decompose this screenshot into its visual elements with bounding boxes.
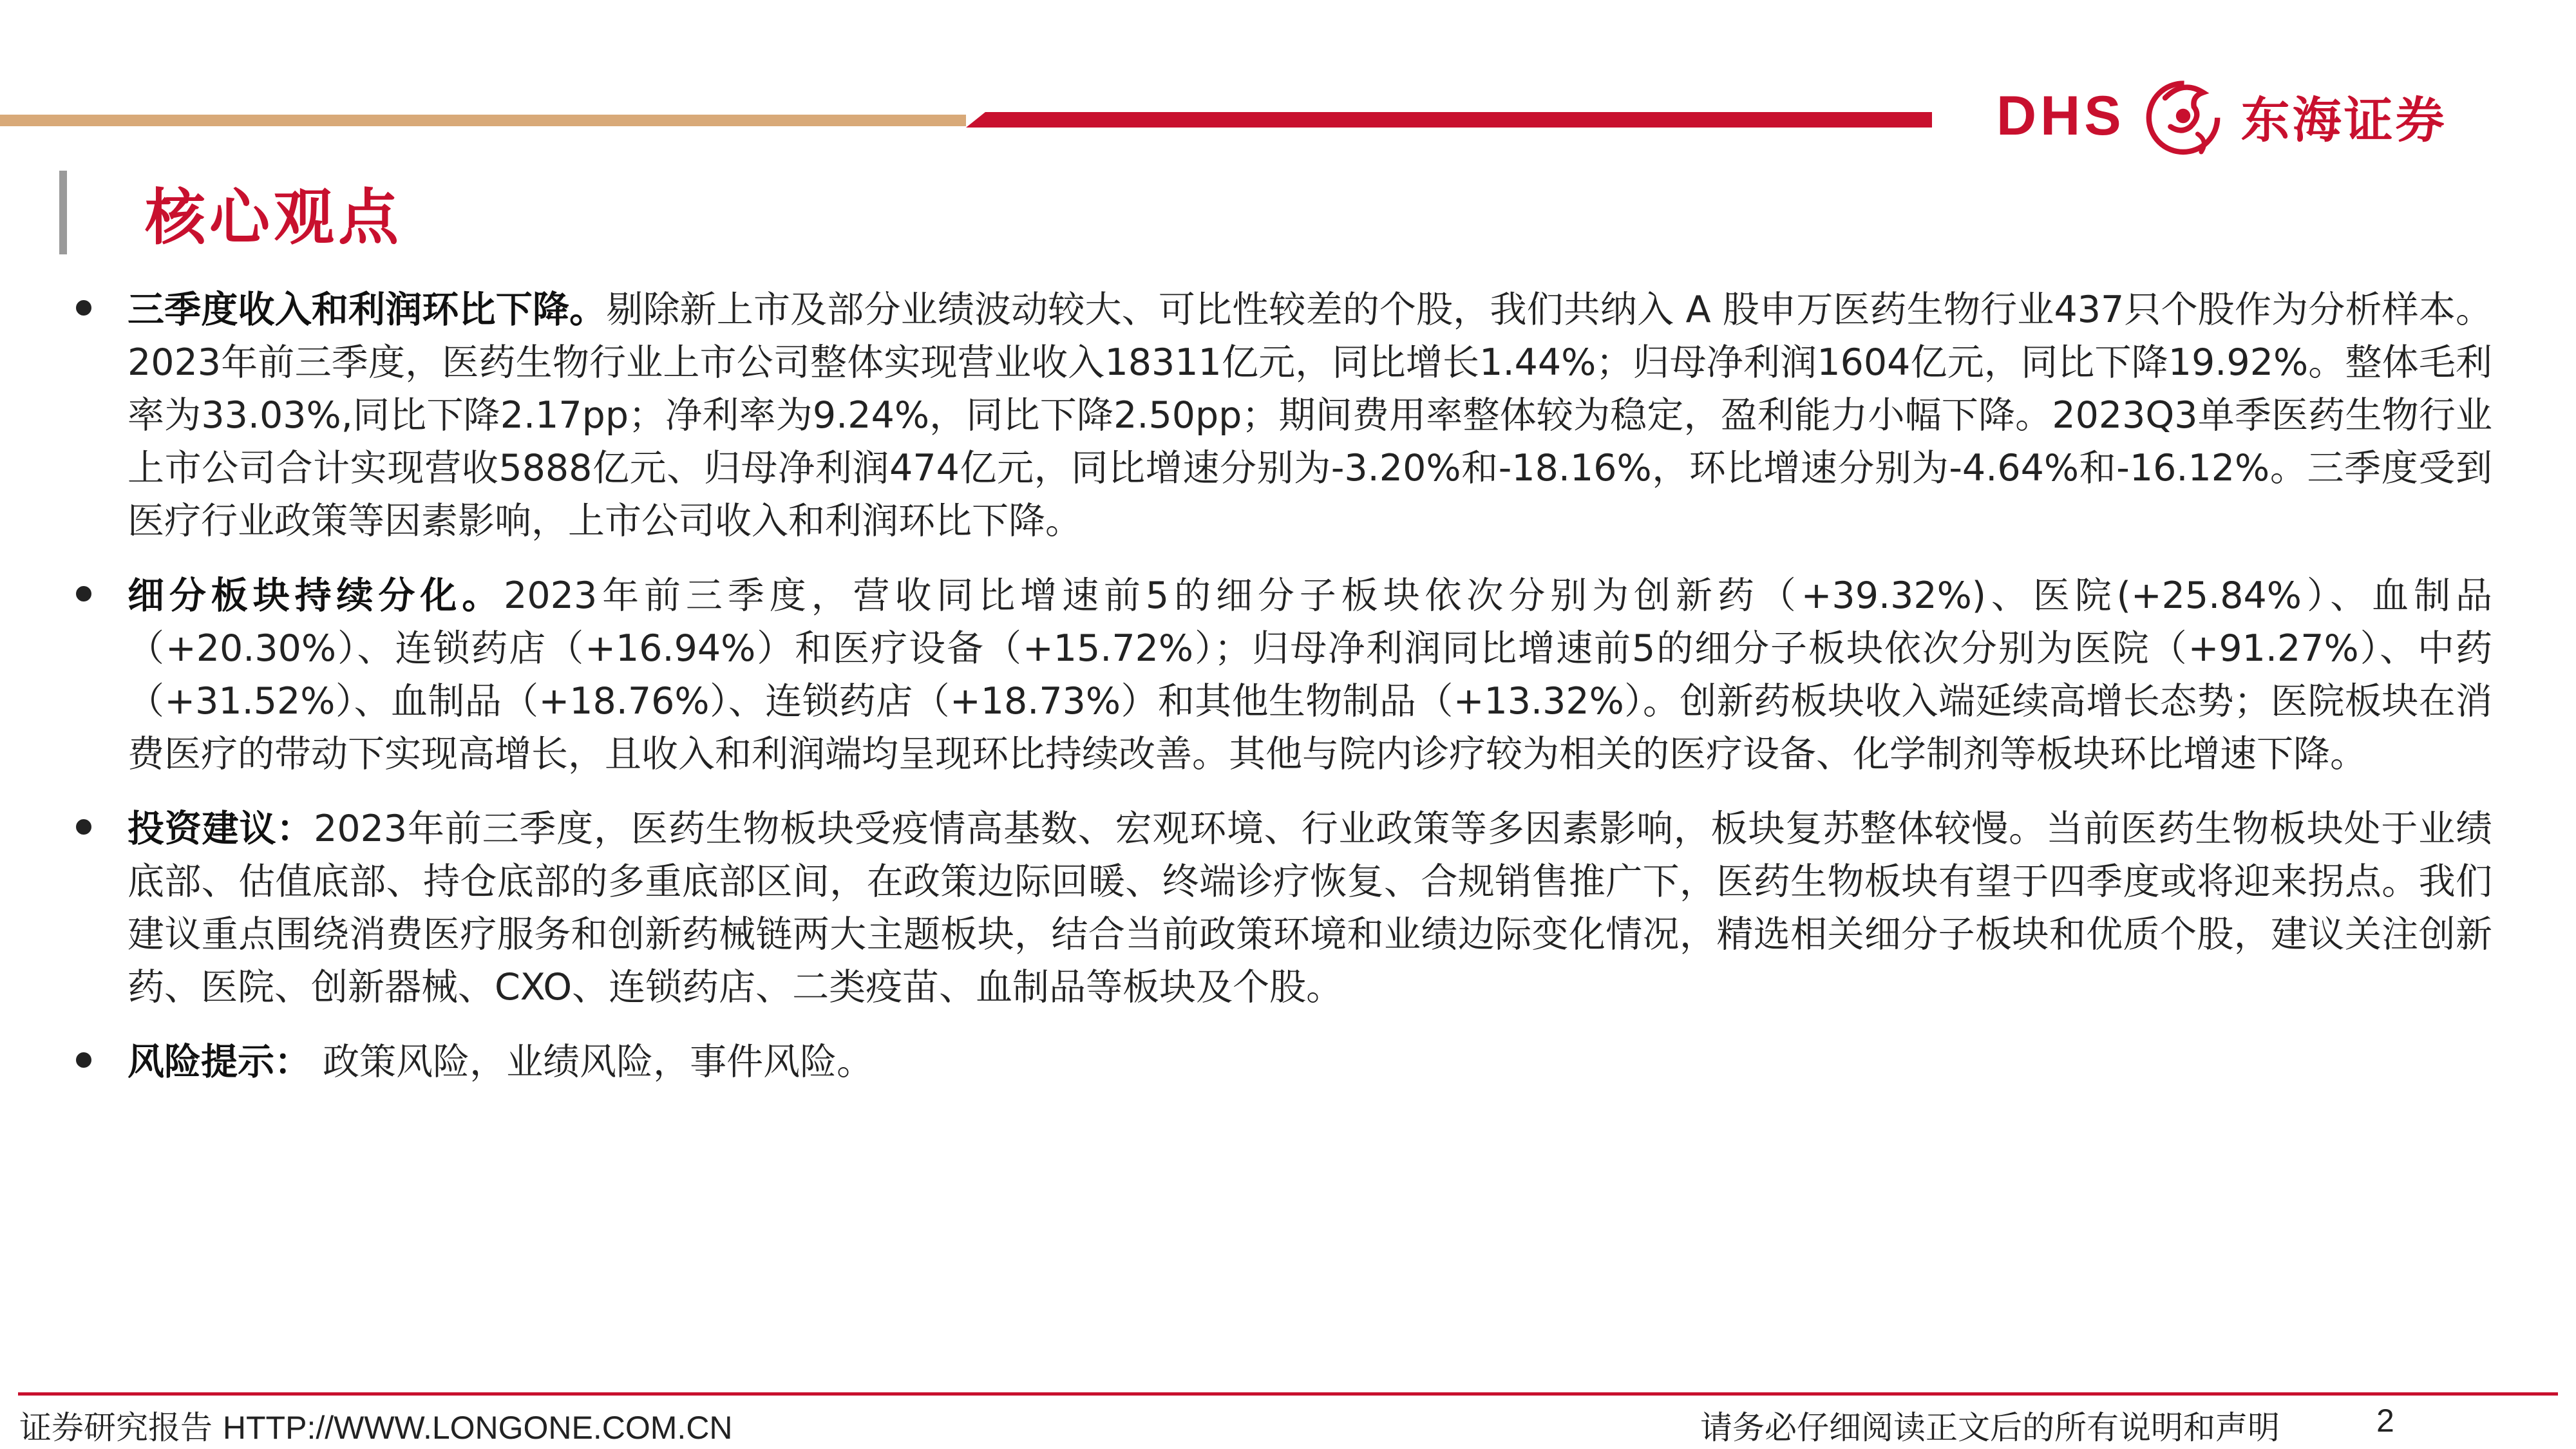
- logo-text: DHS: [1996, 84, 2125, 147]
- bullet-icon: [76, 819, 91, 835]
- page-number: 2: [2376, 1403, 2394, 1439]
- point-text: 2023年前三季度，医药生物板块受疫情高基数、宏观环境、行业政策等多因素影响，板块复苏整体较慢。当前医药生物板块处于业绩底部、估值底部、持仓底部的多重底部区间，在政策边际回暖、终端诊疗恢复、合规销售推广下，医药生物板块有望于四季度或将迎来拐点。我们建议重点围绕消费医疗服务和创新药械链两大主题板块，结合当前政策环境和业绩边际变化情况，精选相关细分子板块和优质个股，建议关注创新药、医院、创新器械、CXO、连锁药店、二类疫苗、血制品等板块及个股。: [128, 808, 2492, 1009]
- point-q3-revenue-profit: [71, 283, 2492, 547]
- point-text: 2023年前三季度，营收同比增速前5的细分子板块依次分别为创新药（+39.32%)、医院(+25.84%）、血制品（+20.30%）、连锁药店（+16.94%）和医疗设备（+15.72%）；归母净利润同比增速前5的细分子板块依次分别为医院（+91.27%）、中药（+31.52%）、血制品（+18.76%）、连锁药店（+18.73%）和其他生物制品（+13.32%）。创新药板块收入端延续高增长态势；医院板块在消费医疗的带动下实现高增长，且收入和利润端均呈现环比持续改善。其他与院内诊疗较为相关的医疗设备、化学制剂等板块环比增速下降。: [128, 574, 2492, 775]
- footer-report-label: 证券研究报告: [19, 1409, 213, 1446]
- point-investment-advice: [71, 802, 2492, 1014]
- point-text: 剔除新上市及部分业绩波动较大、可比性较差的个股，我们共纳入 A 股申万医药生物行业437只个股作为分析样本。2023年前三季度，医药生物行业上市公司整体实现营业收入18311亿元，同比增长1.44%；归母净利润1604亿元，同比下降19.92%。整体毛利率为33.03%,同比下降2.17pp；净利率为9.24%，同比下降2.50pp；期间费用率整体较为稳定，盈利能力小幅下降。2023Q3单季医药生物行业上市公司合计实现营收5888亿元、归母净利润474亿元，同比增速分别为-3.20%和-18.16%，环比增速分别为-4.64%和-16.12%。三季度受到医疗行业政策等因素影响，上市公司收入和利润环比下降。: [128, 289, 2492, 542]
- dragon-emblem-icon: [2138, 71, 2228, 161]
- bullet-icon: [76, 586, 91, 601]
- point-text: 政策风险，业绩风险，事件风险。: [311, 1041, 874, 1083]
- page-title: 核心观点: [145, 183, 403, 253]
- footer-disclaimer: 请务必仔细阅读正文后的所有说明和声明: [1700, 1409, 2280, 1446]
- logo-chinese-name: 东海证券: [2240, 91, 2447, 149]
- header-accent-bar: [0, 115, 966, 126]
- footer-website-link[interactable]: HTTP://WWW.LONGONE.COM.CN: [222, 1410, 733, 1446]
- footer-divider: [18, 1392, 2558, 1396]
- footer-source: [19, 1402, 733, 1448]
- bullet-icon: [76, 1052, 91, 1068]
- header-brand-bar: [966, 112, 1932, 128]
- key-points: [71, 283, 2492, 1110]
- bullet-icon: [76, 300, 91, 316]
- title-marker: [59, 171, 67, 254]
- point-heading: 细分板块持续分化。: [128, 574, 504, 617]
- point-risk-warning: [71, 1036, 2492, 1088]
- point-segment-divergence: [71, 569, 2492, 781]
- point-heading: 投资建议：: [128, 808, 314, 850]
- point-heading: 风险提示：: [128, 1041, 311, 1083]
- company-logo: [1996, 68, 2447, 164]
- point-heading: 三季度收入和利润环比下降。: [128, 289, 607, 331]
